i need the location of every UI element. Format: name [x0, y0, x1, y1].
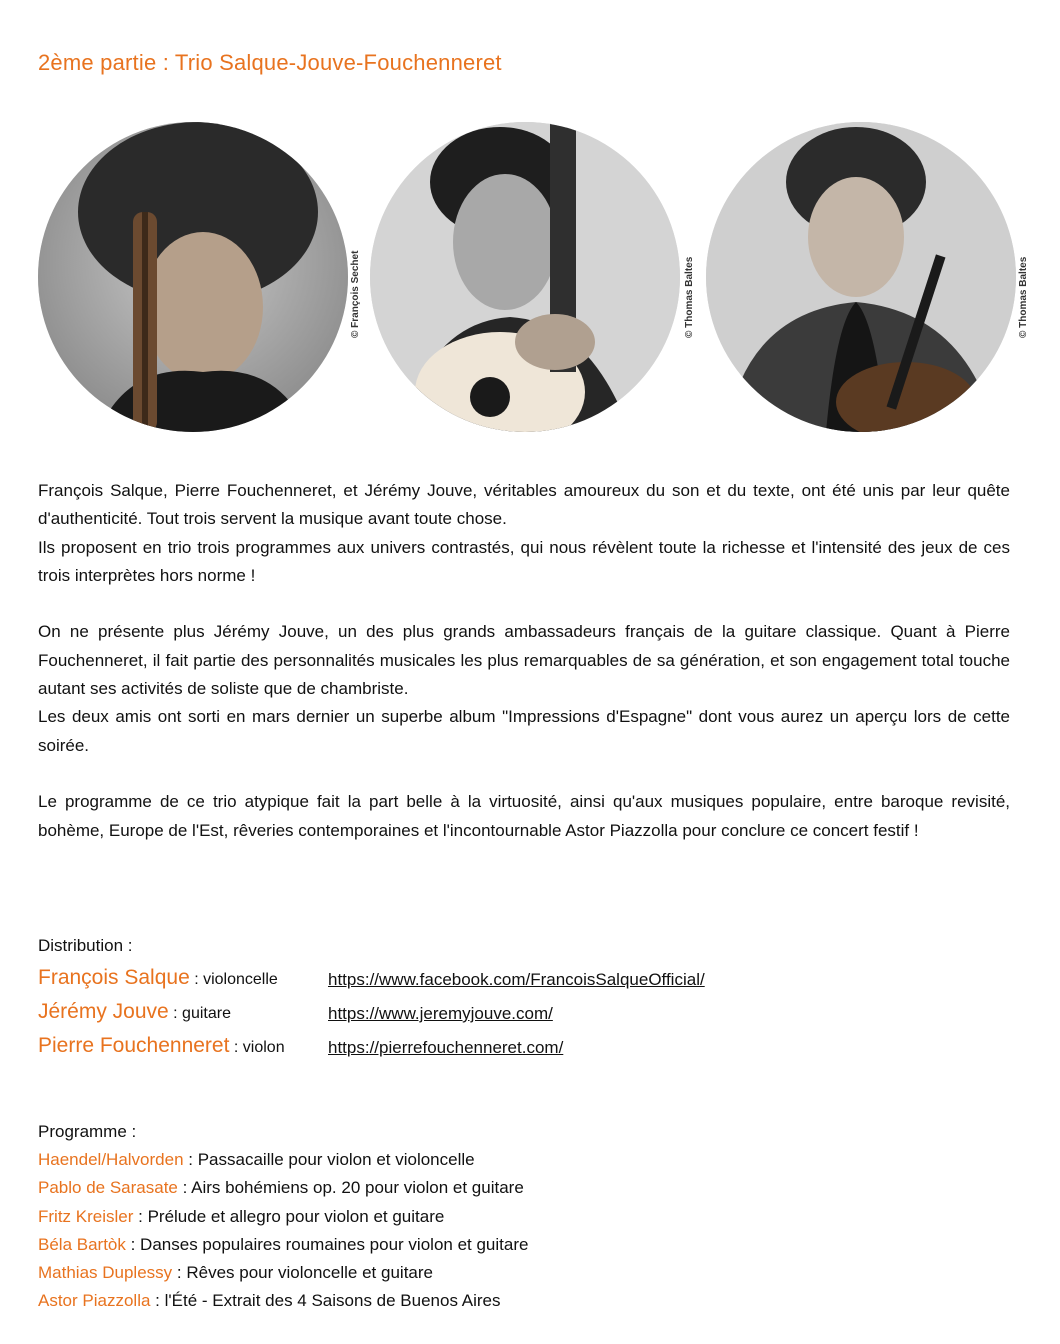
paragraph-line: Ils proposent en trio trois programmes aux univers contrastés, qui nous révèlent toute la richesse et l'intensité des jeux de ces trois interprètes hors norme !	[38, 537, 1010, 585]
paragraph-line: Le programme de ce trio atypique fait la part belle à la virtuosité, ainsi qu'aux musiques populaire, entre baroque revisité, bohème, Europe de l'Est, rêveries contemporaines et l'incontournable Astor Piazzolla pour conclure ce concert festif !	[38, 792, 1010, 840]
photo-credit-1: © François Sechet	[350, 250, 361, 338]
paragraph-2	[38, 618, 1010, 759]
paragraph-line: François Salque, Pierre Fouchenneret, et Jérémy Jouve, véritables amoureux du son et du texte, ont été unis par leur quête d'authenticité. Tout trois servent la musique avant toute chose.	[38, 481, 1010, 529]
composer: Pablo de Sarasate	[38, 1178, 178, 1198]
paragraph-3	[38, 788, 1010, 845]
composer: Astor Piazzolla	[38, 1291, 151, 1311]
composer: Fritz Kreisler	[38, 1206, 134, 1226]
composer: Béla Bartòk	[38, 1234, 126, 1254]
cast-name: Jérémy Jouve	[38, 1000, 169, 1023]
cast-role: : violoncelle	[189, 971, 278, 988]
website-link[interactable]: https://www.jeremyjouve.com/	[328, 1004, 553, 1023]
cast-role: : violon	[229, 1039, 285, 1056]
cast-row	[38, 1000, 938, 1034]
page-title: 2ème partie : Trio Salque-Jouve-Fouchenneret	[38, 50, 502, 75]
portrait-pierre-fouchenneret	[706, 122, 1016, 432]
paragraph-line: Les deux amis ont sorti en mars dernier un superbe album "Impressions d'Espagne" dont vous aurez un aperçu lors de cette soirée.	[38, 707, 1010, 755]
facebook-link[interactable]: https://www.facebook.com/FrancoisSalqueOfficial/	[328, 970, 705, 989]
programme-item	[38, 1235, 938, 1263]
composer: Mathias Duplessy	[38, 1263, 173, 1283]
programme-list	[38, 1150, 938, 1320]
work: : l'Été - Extrait des 4 Saisons de Buenos Aires	[150, 1291, 501, 1311]
programme-item	[38, 1207, 938, 1235]
programme-item	[38, 1291, 938, 1319]
cast-row	[38, 1034, 938, 1068]
cast-name: Pierre Fouchenneret	[38, 1034, 230, 1057]
paragraph-1	[38, 477, 1010, 590]
portrait-francois-salque	[38, 122, 348, 432]
work: : Passacaille pour violon et violoncelle	[183, 1150, 475, 1169]
website-link[interactable]: https://pierrefouchenneret.com/	[328, 1038, 564, 1057]
photo-strip	[0, 0, 1060, 450]
photo-credit-3: © Thomas Baltes	[1018, 256, 1029, 338]
guitarist-portrait-image	[370, 122, 680, 432]
programme-label: Programme :	[38, 1122, 137, 1141]
cast-row	[38, 966, 938, 1000]
work: : Airs bohémiens op. 20 pour violon et guitare	[177, 1178, 524, 1198]
work: : Rêves pour violoncelle et guitare	[172, 1263, 433, 1283]
work: : Danses populaires roumaines pour violon et guitare	[125, 1234, 529, 1254]
distribution-list	[38, 966, 938, 1068]
work: : Prélude et allegro pour violon et guitare	[133, 1206, 445, 1226]
portrait-jeremy-jouve	[370, 122, 680, 432]
violinist-portrait-image	[706, 122, 1016, 432]
cast-name: François Salque	[38, 966, 190, 989]
programme-item	[38, 1150, 938, 1178]
distribution-label: Distribution :	[38, 936, 133, 955]
programme-item	[38, 1263, 938, 1291]
cast-role: : guitare	[168, 1005, 231, 1022]
paragraph-line: On ne présente plus Jérémy Jouve, un des plus grands ambassadeurs français de la guitare classique. Quant à Pierre Fouchenneret, il fait partie des personnalités musicales les plus remarquables de sa génération, et son engagement total touche autant ses activités de soliste que de chambriste.	[38, 622, 1010, 699]
programme-item	[38, 1178, 938, 1206]
photo-credit-2: © Thomas Baltes	[684, 256, 695, 338]
composer: Haendel/Halvorden	[38, 1150, 184, 1169]
description	[38, 477, 1010, 845]
cellist-portrait-image	[38, 122, 348, 432]
